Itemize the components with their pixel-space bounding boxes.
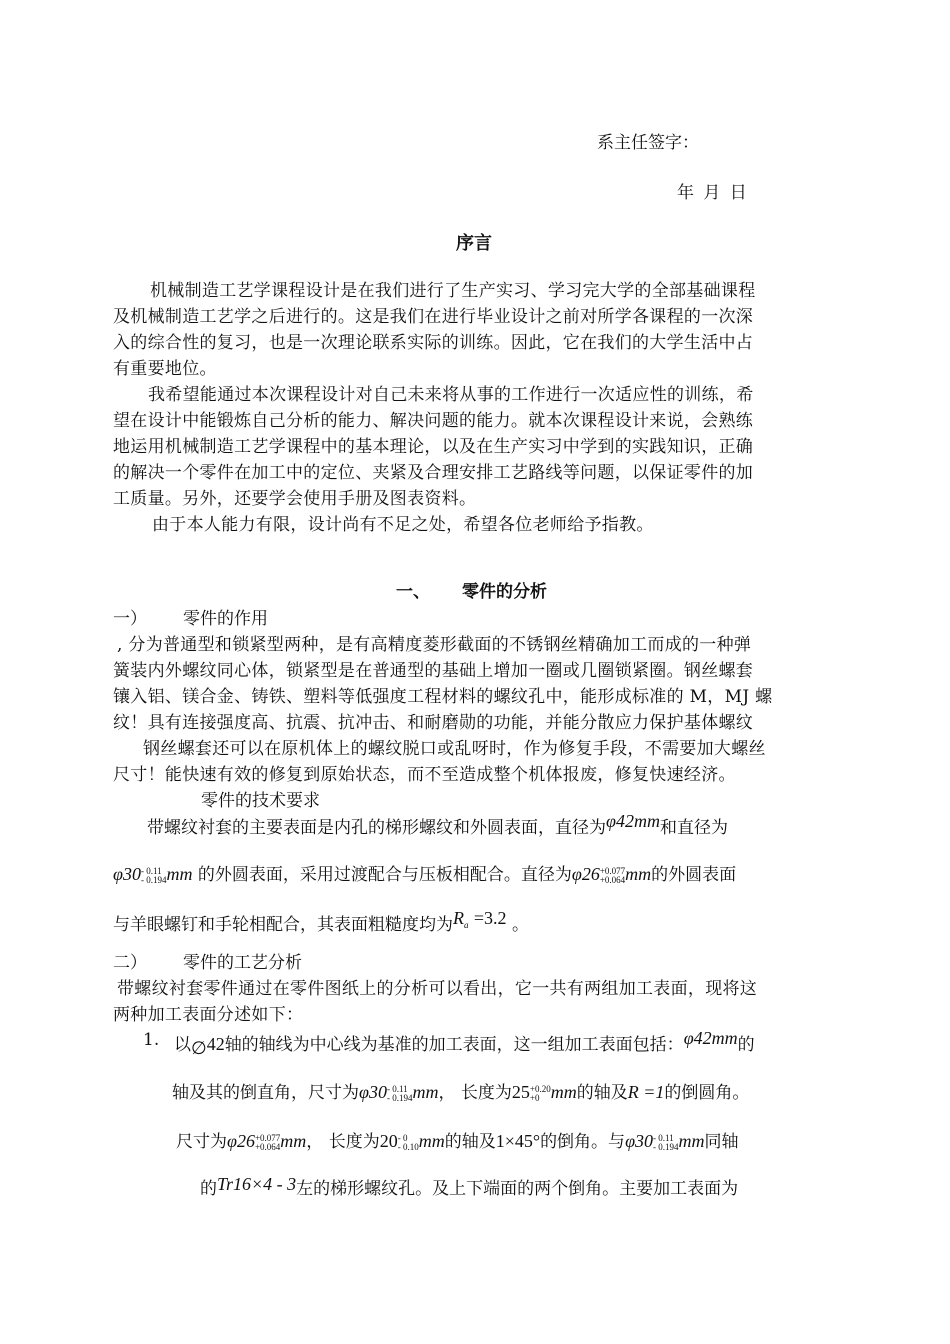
item-text: 的轴及 bbox=[576, 1083, 628, 1103]
item-line-1 bbox=[174, 1028, 755, 1058]
body-line: , 分为普通型和锁紧型两种，是有高精度菱形截面的不锈钢丝精确加工而成的一种弹 bbox=[117, 635, 752, 655]
preface-line: 地运用机械制造工艺学课程中的基本理论，以及在生产实习中学到的实践知识，正确 bbox=[113, 437, 754, 457]
formula-unit: mm bbox=[166, 864, 193, 884]
preface-line: 由于本人能力有限，设计尚有不足之处，希望各位老师给予指教。 bbox=[152, 515, 654, 535]
tech-line-3 bbox=[113, 910, 529, 935]
item-text: 同轴 bbox=[704, 1132, 739, 1152]
preface-line: 机械制造工艺学课程设计是在我们进行了生产实习、学习完大学的全部基础课程 bbox=[150, 281, 756, 301]
formula: φ42mm bbox=[683, 1028, 738, 1048]
tolerance-upper: +0.077 bbox=[599, 865, 626, 876]
tolerance-lower: +0.064 bbox=[254, 1141, 281, 1152]
tech-text: 带螺纹衬套的主要表面是内孔的梯形螺纹和外圆表面，直径为 bbox=[147, 818, 606, 838]
formula: φ30 bbox=[625, 1131, 654, 1151]
formula-unit: mm bbox=[412, 1082, 439, 1102]
preface-line: 的解决一个零件在加工中的定位、夹紧及合理安排工艺路线等问题，以保证零件的加 bbox=[113, 463, 754, 483]
tolerance-upper: - 0.11 bbox=[140, 865, 162, 876]
tolerance-upper: +0.077 bbox=[254, 1132, 281, 1143]
tolerance bbox=[255, 1134, 280, 1152]
signature-date: 年 月 日 bbox=[677, 183, 749, 203]
item-text: 的 bbox=[737, 1035, 755, 1055]
tolerance-upper: - 0.11 bbox=[653, 1132, 674, 1143]
subsection-title: 零件的作用 bbox=[183, 609, 268, 629]
preface-line: 有重要地位。 bbox=[113, 359, 217, 379]
subsection-title: 零件的工艺分析 bbox=[183, 953, 302, 973]
item-text: 左的梯形螺纹孔。及上下端面的两个倒角。主要加工表面为 bbox=[296, 1179, 739, 1199]
formula: 1×45° bbox=[495, 1131, 541, 1151]
item-number: 1. bbox=[143, 1030, 160, 1050]
body-line: 尺寸！能快速有效的修复到原始状态，而不至造成整个机体报废，修复快速经济。 bbox=[113, 765, 736, 785]
tolerance-lower: +0 bbox=[529, 1092, 540, 1103]
item-text: 的轴及 bbox=[444, 1132, 496, 1152]
formula: =3.2 bbox=[473, 908, 507, 928]
item-number-value: 42 bbox=[206, 1034, 225, 1054]
formula: Tr16×4 - 3 bbox=[217, 1174, 297, 1194]
tolerance-lower: - 0.10 bbox=[397, 1141, 419, 1152]
tolerance-upper: - 0.11 bbox=[386, 1083, 408, 1094]
item-line-2 bbox=[172, 1078, 749, 1103]
tolerance-lower: - 0.194 bbox=[140, 874, 167, 885]
formula: φ26 bbox=[227, 1131, 255, 1151]
item-text: 的倒角。与 bbox=[540, 1132, 626, 1152]
formula: φ26 bbox=[571, 864, 600, 884]
tolerance bbox=[530, 1085, 551, 1103]
tolerance bbox=[141, 867, 167, 885]
formula: φ42mm bbox=[606, 811, 660, 831]
item-line-3 bbox=[176, 1127, 739, 1152]
tech-text: 。 bbox=[511, 915, 529, 935]
formula: 25 bbox=[511, 1082, 530, 1102]
formula-unit: mm bbox=[550, 1082, 577, 1102]
formula: R =1 bbox=[627, 1082, 665, 1102]
tech-text: 与羊眼螺钉和手轮相配合，其表面粗糙度均为 bbox=[113, 915, 453, 935]
item-text: ， 长度为 bbox=[306, 1132, 380, 1152]
item-text: 轴及其的倒直角，尺寸为 bbox=[172, 1083, 359, 1103]
preface-title: 序言 bbox=[456, 233, 492, 254]
item-text: 以 bbox=[174, 1035, 191, 1055]
signature-label: 系主任签字： bbox=[597, 133, 699, 153]
section-title: 零件的分析 bbox=[462, 582, 547, 602]
formula-unit: mm bbox=[625, 864, 652, 884]
tech-text: 和直径为 bbox=[659, 818, 728, 838]
tolerance bbox=[398, 1134, 419, 1152]
tolerance bbox=[653, 1134, 679, 1152]
subsection-label: 二） bbox=[113, 953, 147, 973]
formula-unit: mm bbox=[280, 1131, 307, 1151]
body-line: 簧装内外螺纹同心体，锁紧型是在普通型的基础上增加一圈或几圈锁紧圈。钢丝螺套 bbox=[113, 661, 754, 681]
formula-unit: mm bbox=[418, 1131, 445, 1151]
tolerance-upper: +0.20 bbox=[529, 1083, 551, 1094]
item-text: 的倒圆角。 bbox=[664, 1083, 750, 1103]
formula: R bbox=[453, 908, 464, 928]
item-text: 的 bbox=[200, 1179, 217, 1199]
preface-line: 工质量。另外，还要学会使用手册及图表资料。 bbox=[113, 489, 477, 509]
body-line: 镶入铝、镁合金、铸铁、塑料等低强度工程材料的螺纹孔中，能形成标准的 M，MJ 螺 bbox=[113, 687, 773, 707]
tech-text: 的外圆表面 bbox=[651, 865, 737, 885]
tolerance bbox=[600, 867, 625, 885]
item-text: 轴的轴线为中心线为基准的加工表面，这一组加工表面包括： bbox=[224, 1035, 684, 1055]
body-line: 钢丝螺套还可以在原机体上的螺纹脱口或乱呀时，作为修复手段，不需要加大螺丝 bbox=[143, 739, 766, 759]
item-line-4 bbox=[200, 1174, 738, 1199]
preface-line: 我希望能通过本次课程设计对自己未来将从事的工作进行一次适应性的训练，希 bbox=[148, 385, 754, 405]
tech-line-1 bbox=[147, 813, 728, 838]
preface-line: 入的综合性的复习，也是一次理论联系实际的训练。因此，它在我们的大学生活中占 bbox=[113, 333, 754, 353]
tolerance-lower: - 0.194 bbox=[386, 1092, 413, 1103]
item-text: 尺寸为 bbox=[176, 1132, 227, 1152]
formula: φ30 bbox=[113, 864, 141, 884]
body-line: 纹！具有连接强度高、抗震、抗冲击、和耐磨勋的功能，并能分散应力保护基体螺纹 bbox=[113, 713, 754, 733]
tech-req-title: 零件的技术要求 bbox=[201, 791, 320, 811]
body-line: 两种加工表面分述如下： bbox=[113, 1005, 304, 1025]
preface-line: 望在设计中能锻炼自己分析的能力、解决问题的能力。就本次课程设计来说，会熟练 bbox=[113, 411, 754, 431]
preface-line: 及机械制造工艺学之后进行的。这是我们在进行毕业设计之前对所学各课程的一次深 bbox=[113, 307, 754, 327]
formula-unit: mm bbox=[678, 1131, 705, 1151]
tolerance-lower: - 0.194 bbox=[653, 1141, 679, 1152]
tolerance-lower: +0.064 bbox=[599, 874, 626, 885]
diameter-symbol: ∅ bbox=[191, 1038, 207, 1058]
tech-line-2 bbox=[113, 860, 736, 885]
section-number: 一、 bbox=[396, 582, 430, 602]
formula: φ30 bbox=[359, 1082, 387, 1102]
formula-subscript: a bbox=[464, 920, 469, 930]
body-line: 带螺纹衬套零件通过在零件图纸上的分析可以看出，它一共有两组加工表面，现将这 bbox=[117, 979, 758, 999]
formula: 20 bbox=[379, 1131, 398, 1151]
tolerance-upper: - 0 bbox=[397, 1132, 408, 1143]
subsection-label: 一） bbox=[113, 609, 147, 629]
tech-text: 的外圆表面，采用过渡配合与压板相配合。直径为 bbox=[197, 865, 572, 885]
item-text: ， 长度为 bbox=[438, 1083, 512, 1103]
tolerance bbox=[387, 1085, 413, 1103]
